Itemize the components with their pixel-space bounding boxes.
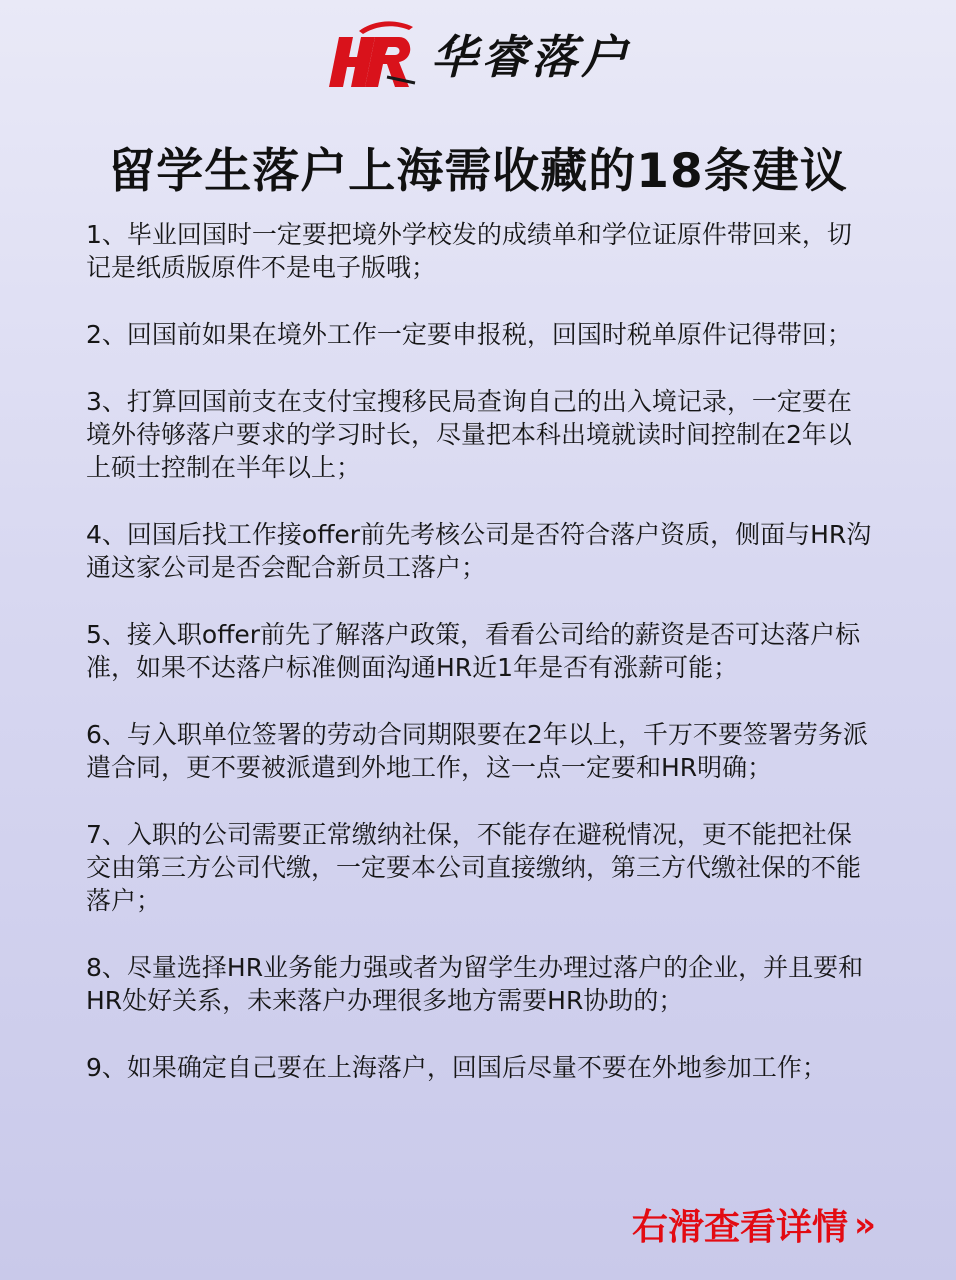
list-item: 9、如果确定自己要在上海落户，回国后尽量不要在外地参加工作；: [86, 1053, 827, 1082]
list-item: 4、回国后找工作接offer前先考核公司是否符合落户资质，侧面与HR沟通这家公司是否会配合新员工落户；: [86, 520, 872, 582]
tips-list: [86, 218, 876, 1118]
list-item: 6、与入职单位签署的劳动合同期限要在2年以上，千万不要签署劳务派遣合同，更不要被派遣到外地工作，这一点一定要和HR明确；: [86, 720, 868, 782]
list-item: 2、回国前如果在境外工作一定要申报税，回国时税单原件记得带回；: [86, 320, 852, 349]
hr-logo-icon: [325, 17, 417, 91]
list-item: 3、打算回国前支在支付宝搜移民局查询自己的出入境记录，一定要在境外待够落户要求的学习时长，尽量把本科出境就读时间控制在2年以上硕士控制在半年以上；: [86, 387, 852, 482]
swipe-for-details-label: 右滑查看详情: [632, 1207, 849, 1248]
list-item: 7、入职的公司需要正常缴纳社保，不能存在避税情况，更不能把社保交由第三方公司代缴，一定要本公司直接缴纳，第三方代缴社保的不能落户；: [86, 820, 862, 915]
list-item: 8、尽量选择HR业务能力强或者为留学生办理过落户的企业，并且要和HR处好关系，未来落户办理很多地方需要HR协助的；: [86, 953, 864, 1015]
list-item: 5、接入职offer前先了解落户政策，看看公司给的薪资是否可达落户标准，如果不达落户标准侧面沟通HR近1年是否有涨薪可能；: [86, 620, 861, 682]
list-item: 1、毕业回国时一定要把境外学校发的成绩单和学位证原件带回来，切记是纸质版原件不是电子版哦；: [86, 220, 852, 282]
brand-name: 华睿落户: [431, 30, 631, 84]
swipe-for-details-button[interactable]: [632, 1199, 876, 1250]
double-chevron-right-icon: »: [854, 1204, 876, 1245]
page-title: 留学生落户上海需收藏的18条建议: [108, 144, 848, 199]
brand-header: [0, 14, 956, 94]
